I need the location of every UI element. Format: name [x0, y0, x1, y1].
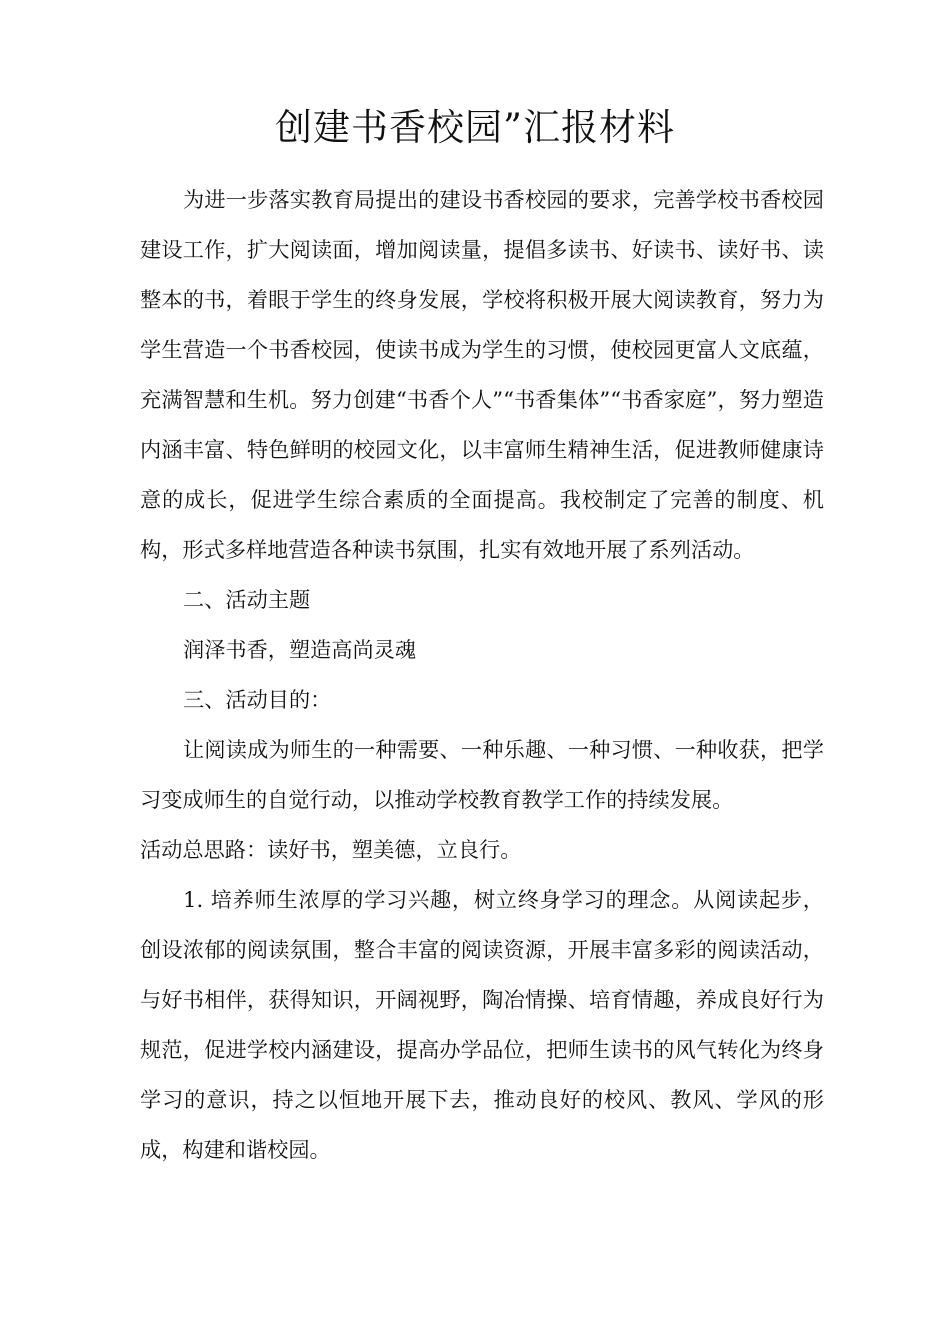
- paragraph-intro: 为进一步落实教育局提出的建设书香校园的要求，完善学校书香校园建设工作，扩大阅读面，增加阅读量，提倡多读书、好读书、读好书、读整本的书，着眼于学生的终身发展，学校将积极开展大阅读教育，努力为学生营造一个书香校园，使读书成为学生的习惯，使校园更富人文底蕴，充满智慧和生机。努力创建“书香个人”“书香集体”“书香家庭”，努力塑造内涵丰富、特色鲜明的校园文化，以丰富师生精神生活，促进教师健康诗意的成长，促进学生综合素质的全面提高。我校制定了完善的制度、机构，形式多样地营造各种读书氛围，扎实有效地开展了系列活动。: [140, 187, 824, 562]
- paragraph-theme: 润泽书香，塑造高尚灵魂: [183, 637, 417, 662]
- document-body: [140, 175, 824, 1175]
- document-title: 创建书香校园”汇报材料: [275, 106, 675, 149]
- section-heading-theme: 二、活动主题: [183, 587, 311, 612]
- paragraph-purpose: 让阅读成为师生的一种需要、一种乐趣、一种习惯、一种收获，把学习变成师生的自觉行动，以推动学校教育教学工作的持续发展。: [140, 737, 824, 812]
- paragraph-item-1: 1. 培养师生浓厚的学习兴趣，树立终身学习的理念。从阅读起步，创设浓郁的阅读氛围，整合丰富的阅读资源，开展丰富多彩的阅读活动，与好书相伴，获得知识，开阔视野，陶冶情操、培育情趣，养成良好行为规范，促进学校内涵建设，提高办学品位，把师生读书的风气转化为终身学习的意识，持之以恒地开展下去，推动良好的校风、教风、学风的形成，构建和谐校园。: [140, 887, 824, 1162]
- section-heading-purpose: 三、活动目的：: [183, 687, 332, 712]
- paragraph-overall-approach: 活动总思路：读好书，塑美德，立良行。: [140, 837, 522, 862]
